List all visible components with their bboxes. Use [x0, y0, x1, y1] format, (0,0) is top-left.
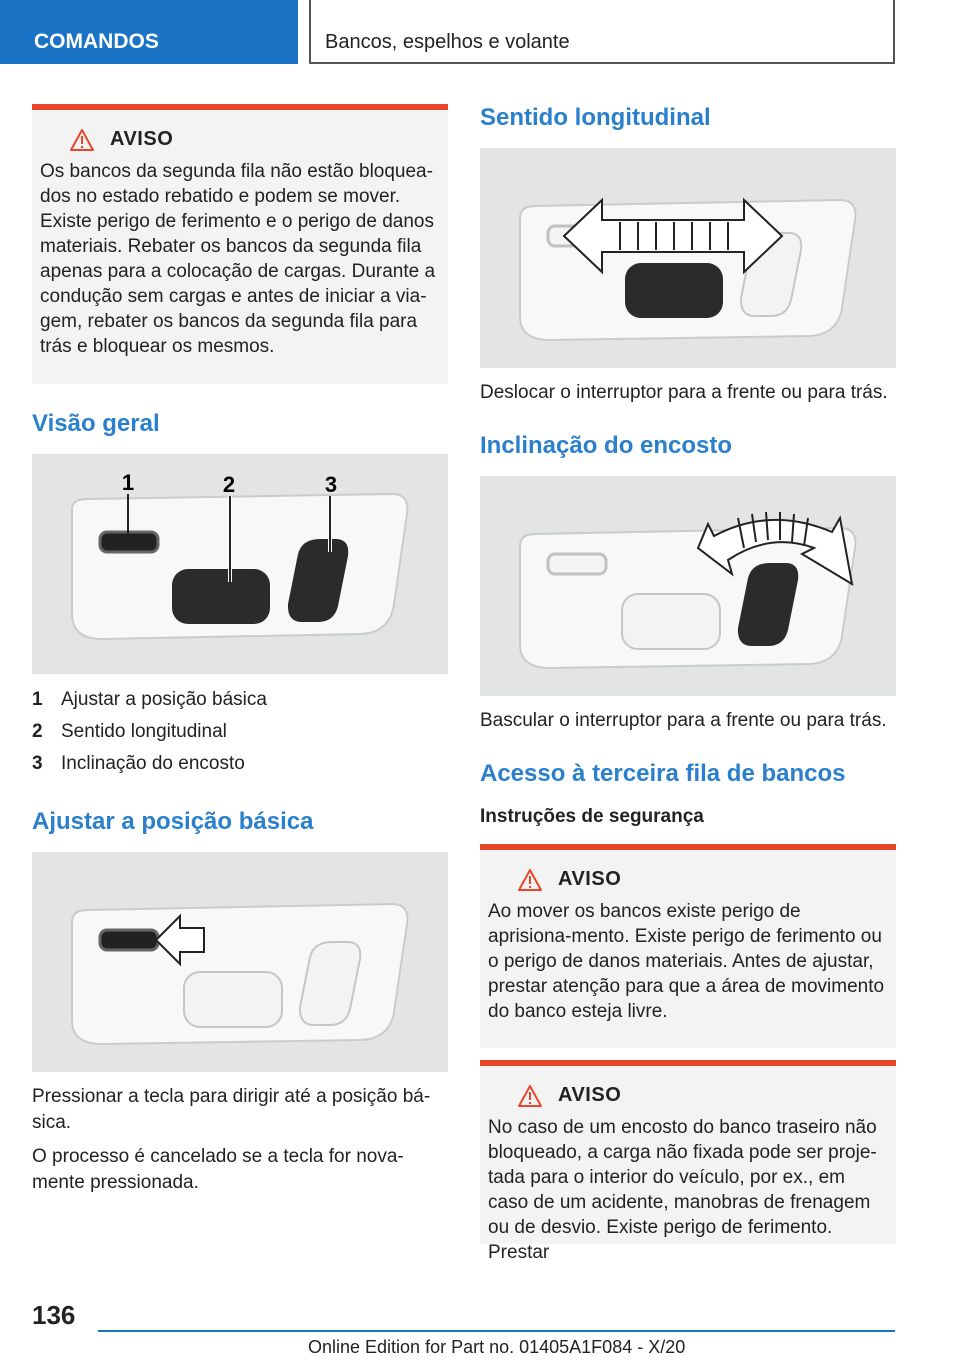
warning-title: AVISO: [558, 868, 622, 890]
warning-text: Ao mover os bancos existe perigo de aprisiona-mento. Existe perigo de ferimento ou o perigo de danos materiais. Antes de ajustar, prestar atenção para que a área de movimento do banco esteja livre.: [488, 901, 885, 1022]
longitudinal-illustration: [480, 148, 896, 368]
basic-position-text-1: Pressionar a tecla para dirigir até a posição bá-sica.: [32, 1086, 431, 1133]
legend-number: 3: [32, 753, 43, 774]
footer-divider: [98, 1330, 895, 1332]
seat-controls-overview-illustration: [32, 454, 448, 674]
section-heading-longitudinal: Sentido longitudinal: [480, 104, 711, 131]
page-number: 136: [32, 1300, 76, 1330]
warning-box: [480, 1060, 896, 1263]
callout-1: 1: [121, 470, 135, 495]
overview-legend: [32, 684, 448, 780]
section-heading-basic-position: Ajustar a posição básica: [32, 808, 314, 835]
legend-text: Ajustar a posição básica: [61, 689, 267, 710]
right-column: [480, 104, 896, 1263]
footer-edition: Online Edition for Part no. 01405A1F084 - X/20: [308, 1337, 686, 1357]
callout-2: 2: [222, 472, 236, 497]
legend-number: 2: [32, 721, 43, 742]
legend-text: Inclinação do encosto: [61, 753, 245, 774]
legend-item: [32, 716, 448, 748]
section-heading-backrest: Inclinação do encosto: [480, 432, 733, 459]
warning-text: Os bancos da segunda fila não estão bloquea-dos no estado rebatido e podem se mover. Existe perigo de ferimento e o perigo de danos materiais. Rebater os bancos da segunda fila apenas para a colocação de cargas. Durante a condução sem cargas e antes de iniciar a via-gem, rebater os bancos da segunda fila para trás e bloquear os mesmos.: [40, 161, 436, 357]
basic-position-illustration: [32, 852, 448, 1072]
basic-position-text-2: O processo é cancelado se a tecla for nova-mente pressionada.: [32, 1146, 404, 1193]
warning-box: [32, 104, 448, 384]
callout-3: 3: [324, 472, 338, 497]
chapter-title: Bancos, espelhos e volante: [311, 0, 895, 64]
left-column: [32, 104, 448, 1196]
warning-title: AVISO: [558, 1084, 622, 1106]
subheading-safety: Instruções de segurança: [480, 806, 704, 827]
backrest-text: Bascular o interruptor para a frente ou para trás.: [480, 710, 887, 731]
legend-item: [32, 684, 448, 716]
section-tab: COMANDOS: [0, 0, 298, 64]
warning-triangle-icon: [518, 1085, 542, 1107]
legend-number: 1: [32, 689, 43, 710]
warning-triangle-icon: [70, 129, 94, 151]
legend-text: Sentido longitudinal: [61, 721, 227, 742]
section-heading-overview: Visão geral: [32, 410, 160, 437]
legend-item: [32, 748, 448, 780]
section-heading-third-row: Acesso à terceira fila de bancos: [480, 760, 846, 787]
warning-title: AVISO: [110, 128, 174, 150]
backrest-illustration: [480, 476, 896, 696]
warning-box: [480, 844, 896, 1048]
longitudinal-text: Deslocar o interruptor para a frente ou para trás.: [480, 382, 888, 403]
warning-triangle-icon: [518, 869, 542, 891]
warning-text: No caso de um encosto do banco traseiro não bloqueado, a carga não fixada pode ser proje-tada para o interior do veículo, por ex., em caso de um acidente, manobras de frenagem ou de desvio. Existe perigo de ferimento. Prestar: [488, 1117, 877, 1263]
